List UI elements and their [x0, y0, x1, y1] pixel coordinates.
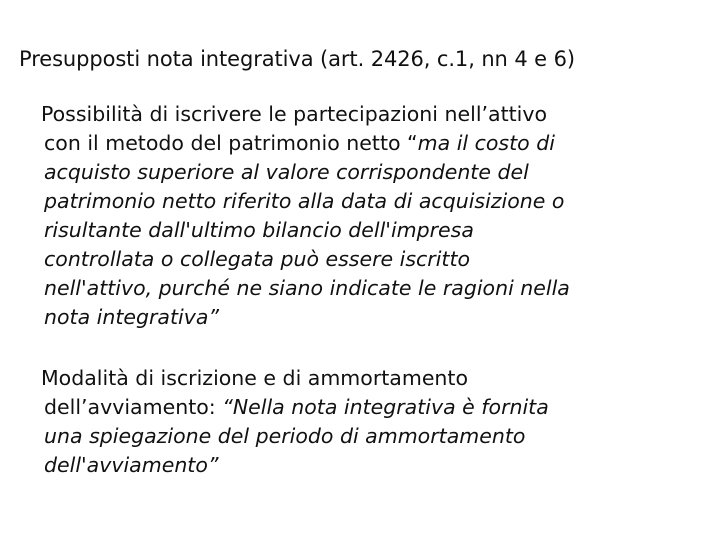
paragraph-line [44, 158, 684, 187]
paragraph-line [41, 100, 684, 129]
line-normal-text: con il metodo del patrimonio netto “ [44, 131, 418, 155]
line-italic-text: ma il costo di [417, 131, 555, 155]
paragraph-avviamento [41, 364, 684, 480]
paragraph-line [44, 245, 684, 274]
line-italic-text: una spiegazione del periodo di ammortamento [44, 424, 526, 448]
paragraph-line [41, 364, 684, 393]
slide-title: Presupposti nota integrativa (art. 2426, c.1, nn 4 e 6) [19, 47, 575, 71]
paragraph-line [44, 393, 684, 422]
line-normal-text: dell’avviamento: [44, 395, 223, 419]
line-italic-text: risultante dall'ultimo bilancio dell'impresa [44, 218, 474, 242]
line-italic-text: patrimonio netto riferito alla data di acquisizione o [44, 189, 565, 213]
paragraph-line [44, 303, 684, 332]
line-italic-text: dell'avviamento” [44, 453, 219, 477]
line-italic-text: controllata o collegata può essere iscritto [44, 247, 471, 271]
line-italic-text: “Nella nota integrativa è fornita [222, 395, 549, 419]
paragraph-partecipazioni [41, 100, 684, 332]
paragraph-line [44, 129, 684, 158]
paragraph-line [44, 216, 684, 245]
line-normal-text: Possibilità di iscrivere le partecipazioni nell’attivo [41, 102, 548, 126]
paragraph-line [44, 422, 684, 451]
paragraph-line [44, 187, 684, 216]
line-italic-text: nell'attivo, purché ne siano indicate le ragioni nella [44, 276, 570, 300]
line-normal-text: Modalità di iscrizione e di ammortamento [41, 366, 469, 390]
paragraph-line [44, 451, 684, 480]
line-italic-text: nota integrativa” [44, 305, 220, 329]
paragraph-line [44, 274, 684, 303]
line-italic-text: acquisto superiore al valore corrispondente del [44, 160, 529, 184]
